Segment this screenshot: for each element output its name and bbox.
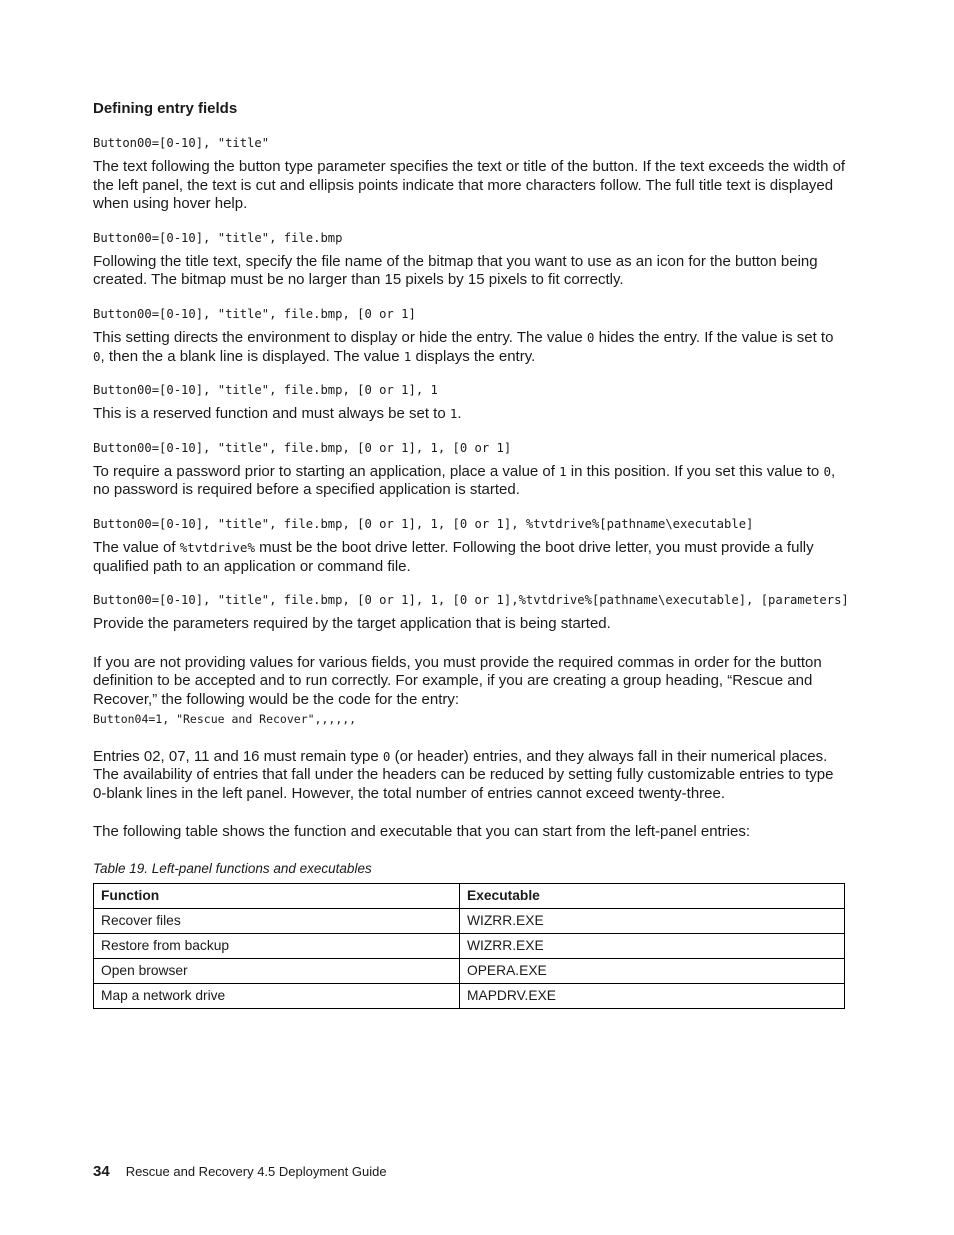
code-example: Button04=1, "Rescue and Recover",,,,,, [93,711,357,726]
table-row [94,933,845,958]
paragraph-commas: If you are not providing values for various fields, you must provide the required commas in order for the button definition to be accepted and to run correctly. For example, if you are creating a group heading, “Rescue and Recover,” the following would be the code for the entry: Button04=1, "Rescue and Recover",,,,,, [93,654,848,728]
code-syntax-parameters: Button00=[0-10], "title", file.bmp, [0 or 1], 1, [0 or 1],%tvtdrive%[pathname\executable], [parameters] [93,593,849,608]
footer-title: Rescue and Recovery 4.5 Deployment Guide [125,1164,387,1179]
cell-executable: OPERA.EXE [460,958,845,983]
code-syntax-bitmap: Button00=[0-10], "title", file.bmp [93,230,343,245]
paragraph-password: To require a password prior to starting an application, place a value of 1 in this position. If you set this value to 0, no password is required before a specified application is started. [93,462,836,499]
paragraph-parameters: Provide the parameters required by the target application that is being started. [93,615,611,633]
section-title: Defining entry fields [93,100,238,117]
code-syntax-title: Button00=[0-10], "title" [93,136,270,150]
paragraph-reserved: This is a reserved function and must always be set to 1. [93,405,462,423]
paragraph-title: The text following the button type parameter specifies the text or title of the button. If the text exceeds the width of the left panel, the text is cut and ellipsis points indicate that more characters follow. The full title text is displayed when using hover help. [93,158,846,213]
table-row [94,983,845,1008]
code-syntax-reserved: Button00=[0-10], "title", file.bmp, [0 or 1], 1 [93,383,438,398]
paragraph-executable: The value of %tvtdrive% must be the boot drive letter. Following the boot drive letter, you must provide a fully qualified path to an application or command file. [93,538,814,575]
page-number: 34 [93,1163,110,1180]
table-header-row [94,883,845,908]
page-footer [93,1163,387,1180]
code-syntax-executable: Button00=[0-10], "title", file.bmp, [0 or 1], 1, [0 or 1], %tvtdrive%[pathname\executable] [93,516,754,531]
header-function: Function [94,883,460,908]
paragraph-entries: Entries 02, 07, 11 and 16 must remain type 0 (or header) entries, and they always fall in their numerical places. The availability of entries that fall under the headers can be reduced by setting fully customizable entries to type 0-blank lines in the left panel. However, the total number of entries cannot exceed twenty-three. [93,747,834,802]
cell-function: Map a network drive [94,983,460,1008]
cell-executable: WIZRR.EXE [460,908,845,933]
paragraph-table-intro: The following table shows the function and executable that you can start from the left-panel entries: [93,823,751,841]
cell-function: Recover files [94,908,460,933]
table-row [94,958,845,983]
page-content [93,100,848,1009]
cell-executable: WIZRR.EXE [460,933,845,958]
cell-function: Restore from backup [94,933,460,958]
code-syntax-password: Button00=[0-10], "title", file.bmp, [0 or 1], 1, [0 or 1] [93,440,512,455]
table-row [94,908,845,933]
functions-table [93,883,845,1009]
header-executable: Executable [460,883,845,908]
paragraph-display: This setting directs the environment to display or hide the entry. The value 0 hides the entry. If the value is set to 0, then the a blank line is displayed. The value 1 displays the entry. [93,328,834,365]
code-syntax-display: Button00=[0-10], "title", file.bmp, [0 or 1] [93,306,416,321]
cell-function: Open browser [94,958,460,983]
table-caption: Table 19. Left-panel functions and executables [93,860,372,876]
paragraph-bitmap: Following the title text, specify the file name of the bitmap that you want to use as an icon for the button being created. The bitmap must be no larger than 15 pixels by 15 pixels to fit correctly. [93,252,818,289]
cell-executable: MAPDRV.EXE [460,983,845,1008]
